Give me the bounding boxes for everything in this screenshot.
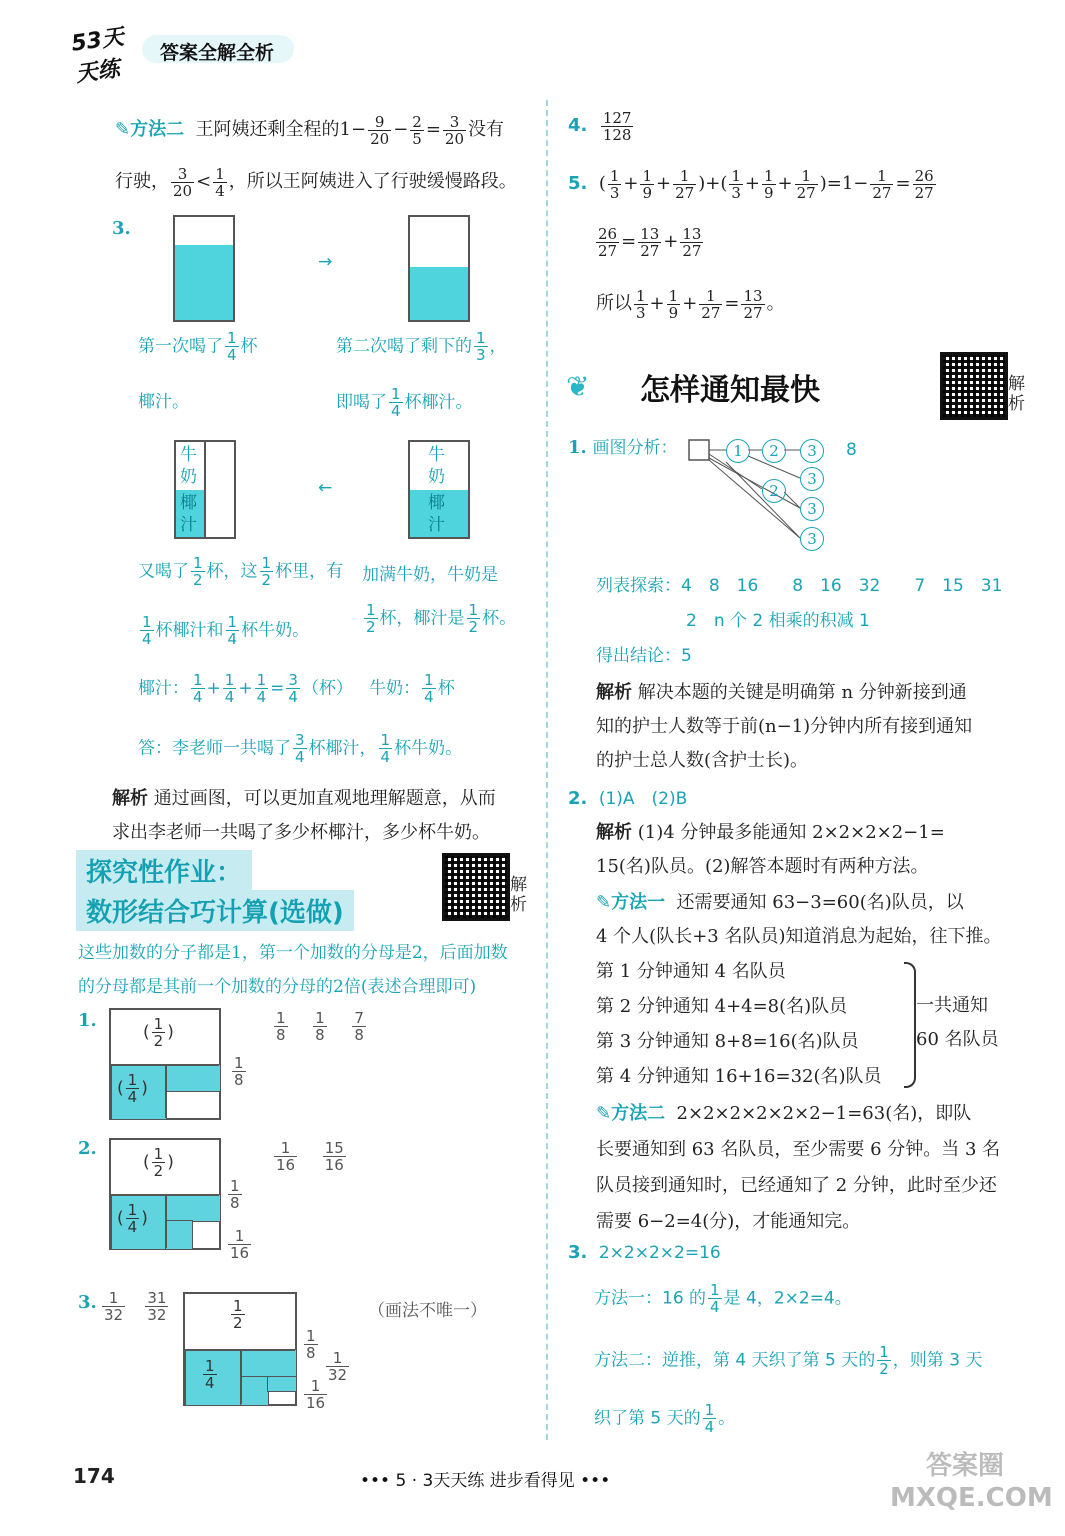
tree-count: 8 — [846, 440, 857, 460]
problem-2-number: 2. — [78, 1138, 97, 1159]
edge-label-2a: $\frac{1}{8}$ — [230, 1177, 240, 1212]
intro-line1: 这些加数的分子都是1，第一个加数的分母是2，后面加数 — [78, 943, 508, 963]
note-1b: 椰汁。 — [138, 392, 189, 412]
note-7: 椰汁： $\frac{1}{4}$ + $\frac{1}{4}$ + $\frac{1}{4}$ = $\frac{3}{4}$ （杯） 牛奶： $\frac{1}{4}$ 杯 — [138, 671, 455, 706]
q5-line2: $\frac{26}{27}$ = $\frac{13}{27}$ + $\frac{13}{27}$ — [598, 224, 702, 260]
page-number: 174 — [73, 1464, 115, 1488]
area-diagram-3: $\frac{1}{2}$ $\frac{1}{4}$ — [183, 1292, 297, 1406]
method2-label: 方法二 — [130, 119, 185, 140]
r1-pattern: 2 n 个 2 相乘的积减 1 — [686, 611, 870, 631]
tree-node: 2 — [762, 439, 786, 463]
tree-node: 3 — [800, 467, 824, 491]
r1-conclusion: 得出结论：5 — [596, 646, 692, 666]
m1-row: 第 1 分钟通知 4 名队员 — [596, 961, 786, 982]
tree-node: 3 — [800, 497, 824, 521]
logo: 53天天练 — [69, 24, 126, 88]
fraction: $\frac{3}{20}$ — [444, 112, 465, 148]
note-1: 第一次喝了 $\frac{1}{4}$ 杯 — [138, 329, 258, 364]
note-6: $\frac{1}{2}$ 杯，椰汁是 $\frac{1}{2}$ 杯。 — [366, 601, 517, 636]
tree-node: 2 — [762, 479, 786, 503]
m1-row: 第 4 分钟通知 16+16=32(名)队员 — [596, 1066, 882, 1087]
p3-note: （画法不唯一） — [368, 1301, 487, 1321]
note-2: 第二次喝了剩下的 $\frac{1}{3}$ ， — [336, 329, 507, 364]
area-diagram-2: ( $\frac{1}{2}$ ) ( $\frac{1}{4}$ ) — [109, 1138, 221, 1250]
tree-node: 1 — [726, 439, 750, 463]
column-divider — [546, 100, 548, 1440]
r1-analysis2: 知的护士人数等于前(n−1)分钟内所有接到通知 — [596, 716, 973, 737]
section-tag-2: 数形结合巧计算(选做) — [76, 890, 354, 931]
r2-method1: ✎方法一 还需要通知 63−3=60(名)队员，以 — [596, 892, 964, 913]
footer-slogan: ••• 5 · 3天天练 进步看得见 ••• — [360, 1471, 611, 1491]
r2: 2. (1)A (2)B — [568, 788, 688, 809]
m1-row: 第 3 分钟通知 8+8=16(名)队员 — [596, 1031, 859, 1052]
r2-method2: ✎方法二 2×2×2×2×2×2−1=63(名)，即队 — [596, 1103, 972, 1124]
edge-label-3a: $\frac{1}{8}$ — [306, 1327, 316, 1362]
p2-answers: $\frac{1}{16}$ $\frac{15}{16}$ — [276, 1139, 344, 1174]
brace — [904, 962, 916, 1088]
brace-label-1: 一共通知 — [916, 995, 988, 1016]
edge-label-3b: $\frac{1}{32}$ — [328, 1349, 348, 1384]
edge-label-1: $\frac{1}{8}$ — [234, 1054, 244, 1089]
fraction: $\frac{3}{20}$ — [173, 164, 193, 200]
area-diagram-1: ( $\frac{1}{2}$ ) ( $\frac{1}{4}$ ) — [109, 1008, 221, 1120]
r3-method1: 方法一：16 的 $\frac{1}{4}$ 是 4，2×2=4。 — [594, 1281, 852, 1316]
edge-label-3c: $\frac{1}{16}$ — [306, 1377, 326, 1412]
r2-method1b: 4 个人(队长+3 名队员)知道消息为起始，往下推。 — [596, 926, 1002, 947]
r2-analysis2: 15(名)队员。(2)解答本题时有两种方法。 — [596, 856, 929, 877]
problem-3-number: 3. — [78, 1292, 97, 1313]
note-5: 加满牛奶，牛奶是 — [362, 565, 498, 585]
arrow-right-icon: → — [318, 252, 333, 272]
brace-label-2: 60 名队员 — [916, 1029, 999, 1050]
r2-method2b: 长要通知到 63 名队员，至少需要 6 分钟。当 3 名 — [596, 1139, 1001, 1160]
fraction: $\frac{1}{4}$ — [215, 164, 225, 200]
analysis-1b: 求出李老师一共喝了多少杯椰汁，多少杯牛奶。 — [112, 822, 490, 843]
section-title: 怎样通知最快 — [640, 373, 820, 408]
r1-table: 列表探索：4 8 16 8 16 32 7 15 31 — [596, 576, 1003, 596]
header-title: 答案全解全析 — [160, 42, 275, 64]
qr-code-icon — [940, 352, 1008, 420]
method2-line: ✎方法二 王阿姨还剩全程的1− $\frac{9}{20}$ − $\frac{2}{5}$ = $\frac{3}{20}$ 没有 — [115, 112, 505, 148]
bulb-icon: ✎ — [115, 119, 131, 140]
intro-line2: 的分母都是其前一个加数的分母的2倍(表述合理即可) — [78, 977, 477, 997]
note-4: $\frac{1}{4}$ 杯椰汁和 $\frac{1}{4}$ 杯牛奶。 — [142, 613, 310, 648]
q4: 4. $\frac{127}{128}$ — [568, 108, 632, 144]
cup-4: 牛奶 椰汁 — [408, 440, 470, 539]
fraction: $\frac{2}{5}$ — [412, 112, 422, 148]
fraction: $\frac{9}{20}$ — [370, 112, 390, 148]
r3-method2: 方法二：逆推，第 4 天织了第 5 天的 $\frac{1}{2}$ ，则第 3 天 — [594, 1343, 983, 1378]
r2-method2c: 队员接到通知时，已经通知了 2 分钟，此时至少还 — [596, 1175, 997, 1196]
tree-node: 3 — [800, 439, 824, 463]
note-3: 又喝了 $\frac{1}{2}$ 杯，这 $\frac{1}{2}$ 杯里，有 — [138, 554, 344, 589]
tree-node: 3 — [800, 527, 824, 551]
bulb-icon: ✎ — [596, 892, 612, 913]
problem-1-number: 1. — [78, 1010, 97, 1031]
sprout-icon: ❦ — [566, 370, 590, 403]
q5-line3: 所以 $\frac{1}{3}$ + $\frac{1}{9}$ + $\frac{1}{27}$ = $\frac{13}{27}$ 。 — [596, 286, 785, 322]
qr-code-icon — [442, 853, 510, 921]
qr-label: 解析 — [1008, 374, 1025, 414]
r2-method2d: 需要 6−2=4(分)，才能通知完。 — [596, 1211, 861, 1232]
m1-row: 第 2 分钟通知 4+4=8(名)队员 — [596, 996, 848, 1017]
bulb-icon: ✎ — [596, 1103, 612, 1124]
p1-answers: $\frac{1}{8}$ $\frac{1}{8}$ $\frac{7}{8}$ — [276, 1009, 364, 1044]
text: 王阿姨还剩全程的1− — [195, 119, 367, 140]
note-8: 答：李老师一共喝了 $\frac{3}{4}$ 杯椰汁， $\frac{1}{4}$ 杯牛奶。 — [138, 731, 463, 766]
r1-label: 1. 画图分析： — [568, 437, 678, 458]
r2-analysis: 解析 (1)4 分钟最多能通知 2×2×2×2−1= — [596, 822, 945, 843]
watermark: 答案圈 MXQE.COM — [890, 1451, 1053, 1513]
r1-analysis3: 的护士总人数(含护士长)。 — [596, 750, 809, 771]
method2-line2: 行驶， $\frac{3}{20}$ < $\frac{1}{4}$ ，所以王阿姨进入了行驶缓慢路段。 — [115, 164, 517, 200]
cup-2 — [408, 215, 470, 322]
q5-line1: 5. ( $\frac{1}{3}$ + $\frac{1}{9}$ + $\frac{1}{27}$ )+( $\frac{1}{3}$ + $\frac{1}{9}$ + $\frac{1}{27}$ )=1− $\frac{1}{27}$ = $\frac{26}{27}$ — [568, 166, 934, 202]
p3-answers: $\frac{1}{32}$ $\frac{31}{32}$ — [104, 1289, 167, 1324]
r3-method2b: 织了第 5 天的 $\frac{1}{4}$ 。 — [594, 1401, 736, 1436]
r1-analysis: 解析 解决本题的关键是明确第 n 分钟新接到通 — [596, 682, 967, 703]
edge-label-2b: $\frac{1}{16}$ — [230, 1227, 250, 1262]
cup-1 — [173, 215, 235, 322]
cup-3: 牛奶 椰汁 — [174, 440, 236, 539]
question-3-number: 3. — [112, 218, 131, 239]
r3: 3. 2×2×2×2=16 — [568, 1242, 721, 1263]
arrow-left-icon: ← — [318, 478, 333, 498]
qr-label: 解析 — [510, 875, 527, 915]
analysis-1: 解析 通过画图，可以更加直观地理解题意，从而 — [112, 788, 496, 809]
section-tag-1: 探究性作业： — [76, 850, 252, 891]
note-2b: 即喝了 $\frac{1}{4}$ 杯椰汁。 — [336, 385, 473, 420]
